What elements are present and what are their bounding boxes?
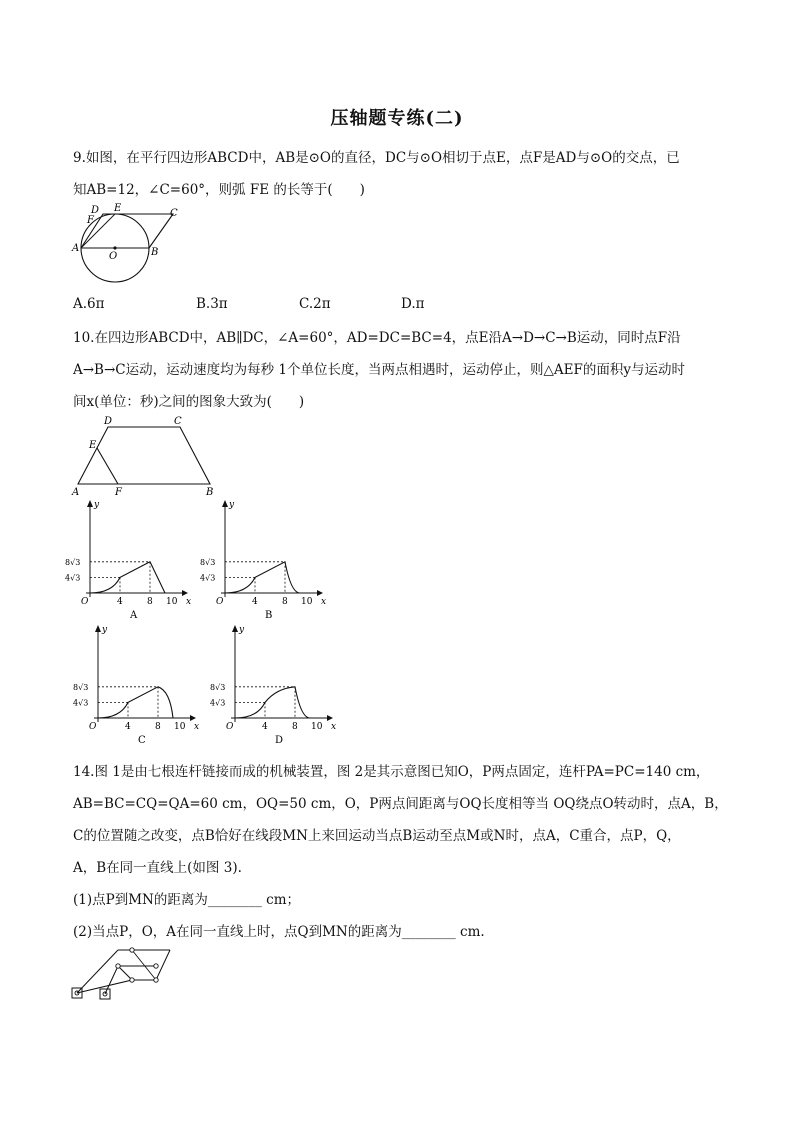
graph-B-caption: B: [265, 610, 273, 621]
graph-D-y-arrow: [232, 625, 238, 632]
q14-text-line3: C的位置随之改变，点B恰好在线段MN上来回运动当点B运动至点M或N时，点A，C重合，点P，Q，: [73, 828, 681, 844]
graph-B-origin: O: [216, 597, 224, 607]
q10-label-B: B: [206, 487, 214, 498]
graph-A-tick-4sqrt3: 4√3: [65, 573, 81, 583]
q9-option-c[interactable]: C.2π: [299, 296, 331, 312]
q9-text-line1: 9.如图，在平行四边形ABCD中，AB是⊙O的直径，DC与⊙O相切于点E，点F是AD与⊙O的交点，已: [73, 150, 680, 166]
graph-C-tick-10: 10: [174, 722, 186, 732]
graph-D-tick-8: 8: [292, 722, 298, 732]
graph-C-curve: [98, 687, 173, 718]
graph-D-origin: O: [226, 722, 234, 732]
q14-text-line2: AB=BC=CQ=QA=60 cm，OQ=50 cm，O，P两点间距离与OQ长度相等当 OQ绕点O转动时，点A，B，: [73, 796, 728, 812]
graph-B-tick-4sqrt3: 4√3: [200, 573, 216, 583]
graph-C-y-label: y: [102, 625, 108, 635]
graph-D-tick-10: 10: [311, 722, 323, 732]
graph-C-tick-8: 8: [155, 722, 161, 732]
graph-B-tick-10: 10: [301, 597, 313, 607]
q10-text-line1: 10.在四边形ABCD中，AB∥DC，∠A=60°，AD=DC=BC=4，点E沿A→D→C→B运动，同时点F沿: [73, 330, 681, 346]
graph-B-tick-8sqrt3: 8√3: [200, 557, 216, 567]
graph-C-tick-8sqrt3: 8√3: [73, 682, 89, 692]
graph-A-tick-10: 10: [166, 597, 178, 607]
graph-D-tick-4: 4: [262, 722, 268, 732]
graph-C-caption: C: [138, 735, 146, 746]
q9-label-B: B: [151, 247, 159, 258]
graph-A-x-label: x: [186, 597, 192, 607]
q10-label-D: D: [104, 416, 113, 427]
q10-label-E: E: [89, 440, 97, 451]
graph-B-x-label: x: [321, 597, 327, 607]
graph-B-curve: [225, 562, 300, 593]
q10-label-C: C: [174, 416, 182, 427]
q9-option-a[interactable]: A.6π: [73, 296, 105, 312]
q14-text-line4: A，B在同一直线上(如图 3).: [73, 860, 242, 876]
q9-label-F: F: [87, 215, 94, 226]
q9-label-O: O: [109, 251, 118, 262]
q9-label-C: C: [170, 208, 178, 219]
graph-B-y-arrow: [222, 500, 228, 507]
q9-option-b[interactable]: B.3π: [196, 296, 228, 312]
graph-B-x-arrow: [317, 590, 323, 596]
q10-label-A: A: [72, 487, 80, 498]
q14-part2: (2)当点P，O，A在同一直线上时，点Q到MN的距离为________ cm.: [73, 924, 485, 940]
graph-C-origin: O: [89, 722, 97, 732]
graph-C-tick-4: 4: [125, 722, 131, 732]
graph-C-y-arrow: [95, 625, 101, 632]
graph-D-x-arrow: [327, 715, 333, 721]
graph-A-caption: A: [130, 610, 138, 621]
graph-D-tick-4sqrt3: 4√3: [210, 698, 226, 708]
graph-D-tick-8sqrt3: 8√3: [210, 682, 226, 692]
graph-B-tick-8: 8: [282, 597, 288, 607]
graph-D-caption: D: [275, 735, 284, 746]
graph-D-x-label: x: [331, 722, 337, 732]
graph-A-curve: [90, 562, 165, 593]
graph-B-y-label: y: [229, 500, 235, 510]
q9-figure: [70, 200, 190, 290]
graph-C-x-label: x: [194, 722, 200, 732]
graph-B-tick-4: 4: [252, 597, 258, 607]
q14-text-line1: 14.图 1是由七根连杆链接而成的机械装置，图 2是其示意图已知O，P两点固定，连杆PA=PC=140 cm，: [73, 764, 710, 780]
q9-text-line2: 知AB=12，∠C=60°，则弧 FE 的长等于( ): [73, 182, 365, 198]
q10-trapezoid-figure: [70, 412, 230, 502]
q14-part1: (1)点P到MN的距离为________ cm；: [73, 892, 300, 908]
graph-A-tick-8: 8: [147, 597, 153, 607]
graph-A-tick-8sqrt3: 8√3: [65, 557, 81, 567]
q10-text-line2: A→B→C运动，运动速度均为每秒 1个单位长度，当两点相遇时，运动停止，则△AEF的面积y与运动时: [73, 362, 685, 378]
q9-label-D: D: [91, 205, 100, 216]
graph-A-y-label: y: [94, 500, 100, 510]
graph-A-tick-4: 4: [117, 597, 123, 607]
q9-label-E: E: [114, 203, 122, 214]
graph-A-x-arrow: [182, 590, 188, 596]
graph-D-y-label: y: [239, 625, 245, 635]
q10-text-line3: 间x(单位：秒)之间的图象大致为( ): [73, 394, 305, 410]
q14-linkage-figure: [70, 940, 180, 1002]
q10-answer-graphs: [60, 497, 360, 757]
q9-option-d[interactable]: D.π: [401, 296, 425, 312]
q9-label-A: A: [72, 243, 80, 254]
graph-C-x-arrow: [190, 715, 196, 721]
graph-C-tick-4sqrt3: 4√3: [73, 698, 89, 708]
page-title: 压轴题专练(二): [330, 108, 464, 129]
graph-A-origin: O: [81, 597, 89, 607]
graph-A-y-arrow: [87, 500, 93, 507]
graph-D-curve: [235, 687, 310, 718]
q10-label-F: F: [115, 487, 122, 498]
